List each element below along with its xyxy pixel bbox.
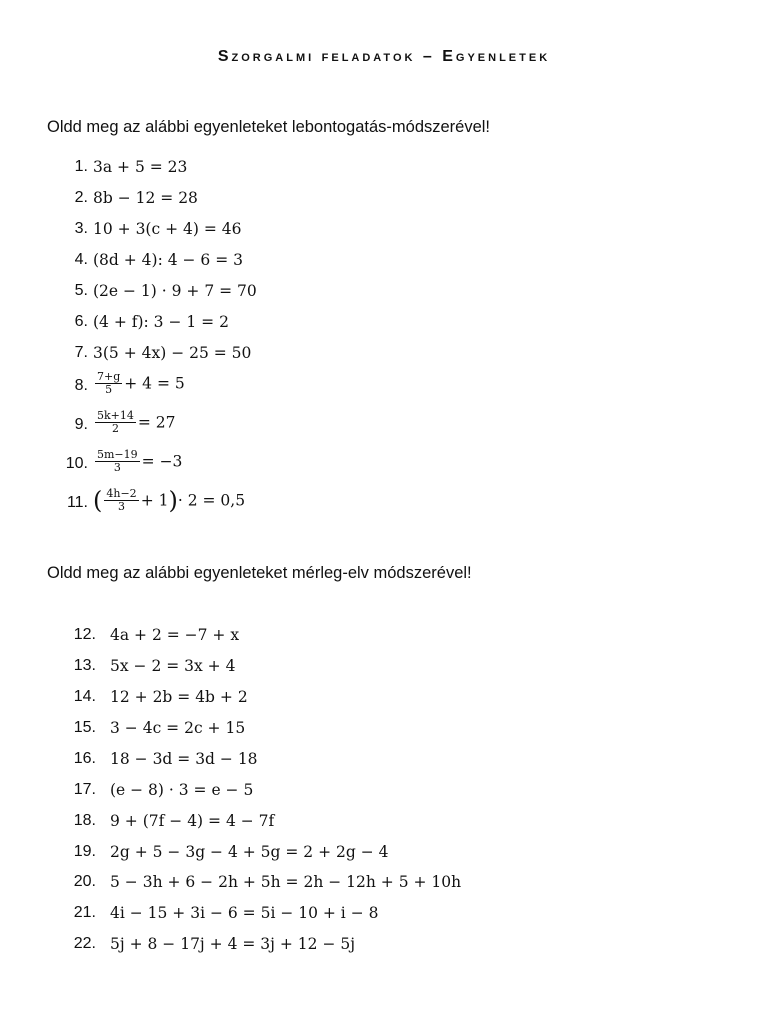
fraction-denominator: 2 <box>111 422 119 435</box>
list-item <box>0 719 768 745</box>
item-number: 16. <box>73 750 96 767</box>
item-number: 21. <box>73 904 96 921</box>
item-number: 3. <box>74 220 88 237</box>
equation-rest: = −3 <box>141 452 183 471</box>
list-item <box>0 282 768 308</box>
list-item <box>0 189 768 215</box>
equation: 4a + 2 = −7 + x <box>110 626 240 644</box>
equation: 3(5 + 4x) − 25 = 50 <box>93 344 252 362</box>
list-item <box>0 750 768 776</box>
item-number: 6. <box>74 313 88 330</box>
list-item <box>0 370 768 403</box>
equation <box>93 449 182 474</box>
item-number: 2. <box>74 189 88 206</box>
equation-rest: · 2 = 0,5 <box>177 491 246 510</box>
equation <box>93 488 245 513</box>
item-number: 19. <box>73 843 96 860</box>
fraction-numerator: 4h−2 <box>106 487 137 500</box>
fraction-numerator: 5k+14 <box>97 409 134 422</box>
page-title: Szorgalmi feladatok – Egyenletek <box>217 48 551 65</box>
item-number: 9. <box>74 416 88 433</box>
fraction-denominator: 3 <box>113 461 121 474</box>
item-number: 1. <box>74 158 88 175</box>
item-number: 11. <box>66 494 88 511</box>
equation: 3a + 5 = 23 <box>93 158 188 176</box>
list-item <box>0 409 768 442</box>
equation: 4i − 15 + 3i − 6 = 5i − 10 + i − 8 <box>110 904 379 922</box>
fraction <box>104 488 138 513</box>
item-number: 18. <box>73 812 96 829</box>
equation: 10 + 3(c + 4) = 46 <box>93 220 242 238</box>
item-number: 14. <box>73 688 96 705</box>
equation: (2e − 1) · 9 + 7 = 70 <box>93 282 257 300</box>
list-item <box>0 344 768 370</box>
paren-close: ) <box>168 486 178 515</box>
item-number: 13. <box>73 657 96 674</box>
equation: 5j + 8 − 17j + 4 = 3j + 12 − 5j <box>110 935 356 953</box>
equation: 3 − 4c = 2c + 15 <box>110 719 246 737</box>
paren-open: ( <box>93 486 103 515</box>
equation: (e − 8) · 3 = e − 5 <box>110 781 254 799</box>
fraction <box>95 449 140 474</box>
item-number: 17. <box>73 781 96 798</box>
equation: (8d + 4): 4 − 6 = 3 <box>93 251 243 269</box>
equation: 9 + (7f − 4) = 4 − 7f <box>110 812 275 830</box>
fraction-denominator: 3 <box>118 500 126 513</box>
fraction-numerator: 5m−19 <box>97 448 138 461</box>
fraction <box>95 410 136 435</box>
list-item <box>0 313 768 339</box>
section-1-heading: Oldd meg az alábbi egyenleteket lebontogatás-módszerével! <box>47 118 491 136</box>
item-number: 5. <box>74 282 88 299</box>
item-number: 4. <box>74 251 88 268</box>
list-item <box>0 688 768 714</box>
equation <box>93 410 176 435</box>
list-item <box>0 781 768 807</box>
item-number: 8. <box>74 377 88 394</box>
list-item <box>0 448 768 481</box>
fraction <box>95 371 122 396</box>
equation-rest: + 4 = 5 <box>124 374 185 393</box>
equation: 2g + 5 − 3g − 4 + 5g = 2 + 2g − 4 <box>110 843 389 861</box>
item-number: 22. <box>73 935 96 952</box>
item-number: 20. <box>73 873 96 890</box>
equation: 18 − 3d = 3d − 18 <box>110 750 258 768</box>
equation-inner-rest: + 1 <box>140 491 169 510</box>
section-2-heading: Oldd meg az alábbi egyenleteket mérleg-elv módszerével! <box>47 564 472 582</box>
equation-rest: = 27 <box>137 413 176 432</box>
item-number: 10. <box>65 455 88 472</box>
equation: (4 + f): 3 − 1 = 2 <box>93 313 229 331</box>
fraction-denominator: 5 <box>105 383 113 396</box>
list-item <box>0 626 768 652</box>
list-item <box>0 220 768 246</box>
equation: 5 − 3h + 6 − 2h + 5h = 2h − 12h + 5 + 10h <box>110 873 462 891</box>
item-number: 12. <box>73 626 96 643</box>
list-item <box>0 812 768 838</box>
fraction-numerator: 7+g <box>97 370 121 383</box>
equation: 5x − 2 = 3x + 4 <box>110 657 236 675</box>
equation: 12 + 2b = 4b + 2 <box>110 688 248 706</box>
list-item <box>0 935 768 961</box>
list-item <box>0 158 768 184</box>
list-item <box>0 486 768 520</box>
item-number: 7. <box>74 344 88 361</box>
list-item <box>0 251 768 277</box>
list-item <box>0 904 768 930</box>
equation: 8b − 12 = 28 <box>93 189 198 207</box>
item-number: 15. <box>73 719 96 736</box>
equation <box>93 371 185 396</box>
list-item <box>0 843 768 869</box>
list-item <box>0 657 768 683</box>
list-item <box>0 873 768 899</box>
